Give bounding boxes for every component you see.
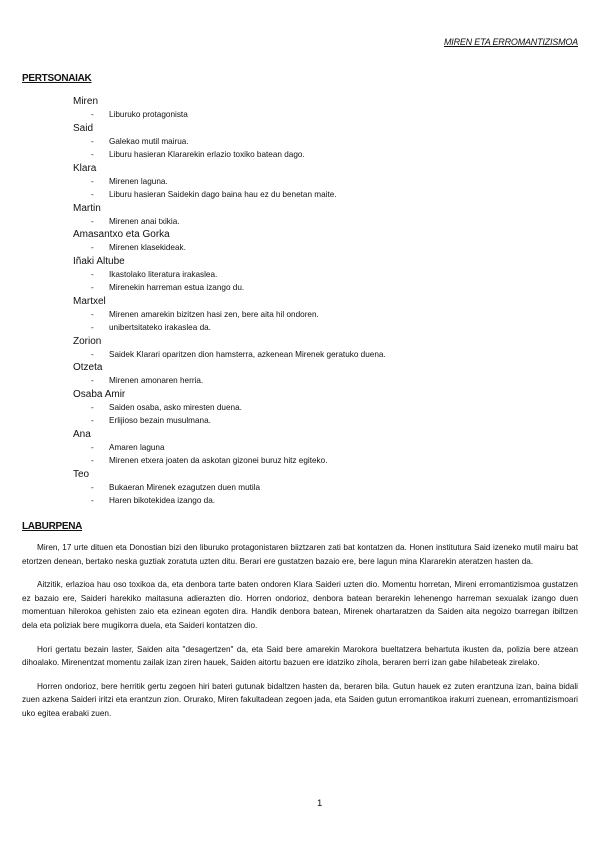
character-name: Miren (73, 96, 99, 107)
bullet-dash: - (91, 216, 94, 226)
trait-text: Mirenen etxera joaten da askotan gizonei buruz hitz egiteko. (109, 456, 328, 465)
bullet-dash: - (91, 309, 94, 319)
character-list (73, 95, 573, 508)
character-trait (73, 135, 573, 149)
trait-text: Ikastolako literatura irakaslea. (109, 269, 218, 279)
trait-text: Haren bikotekidea izango da. (109, 496, 216, 505)
character-name: Ana (73, 428, 91, 440)
character-trait (73, 241, 573, 255)
bullet-dash: - (91, 136, 94, 146)
character-trait (73, 175, 573, 189)
character-name: Klara (73, 162, 97, 174)
character-trait (73, 215, 573, 229)
bullet-dash: - (91, 416, 94, 425)
trait-text: Amaren laguna (109, 442, 165, 452)
bullet-dash: - (91, 376, 94, 385)
character-name: Said (73, 122, 94, 134)
summary-paragraph: Hori gertatu bezain laster, Saiden aita "desagertzen" da, eta Said bere amarekin Marokora bueltatzera behartuta ikusten da, polizia bere atzean dihoalako. Mirenentzat momentu zailak izan ziren hauek, Saiden aitortu bazuen ere idatziko ziholа, beraren berri izan gabe hilabeteak zirelako. (22, 644, 578, 668)
trait-text: Mirenen laguna. (109, 176, 168, 186)
bullet-dash: - (91, 190, 94, 199)
character-name: Osaba Amir (73, 388, 126, 400)
trait-text: Mirenen klasekideak. (109, 243, 186, 252)
trait-text: Bukaeran Mirenek ezagutzen duen mutila (109, 482, 261, 492)
bullet-dash: - (91, 283, 94, 292)
character-trait (73, 441, 573, 455)
summary-paragraph: Miren, 17 urte dituen eta Donostian bizi den liburuko protagonistaren biiztzaren zati bat kontatzen da. Honen institutura Said izeneko mutil mairu bat etortzen denean, bertako neska guztiak zoratuta uzten ditu. Berari ere gustatzen bazaio ere, bere lagun mina Klararekin ateratzen hasten da. (22, 543, 578, 566)
character-trait (73, 268, 573, 282)
character-trait (73, 348, 573, 362)
trait-text: Erlijioso bezain musulmana. (109, 416, 211, 425)
character-name: Martin (73, 202, 101, 214)
trait-text: Liburu hasieran Klararekin erlazio toxiko batean dago. (109, 150, 305, 159)
running-header: MIREN ETA ERROMANTIZISMOA (443, 37, 578, 47)
character-name: Amasantxo eta Gorka (73, 229, 170, 240)
bullet-dash: - (91, 496, 94, 505)
trait-text: Galekao mutil mairua. (109, 136, 189, 146)
trait-text: Mirenen amarekin bizitzen hasi zen, bere aita hil ondoren. (109, 309, 319, 319)
section-title-characters: PERTSONAIAK (22, 73, 92, 84)
bullet-dash: - (91, 482, 94, 492)
character-trait (73, 281, 573, 295)
character-trait (73, 308, 573, 322)
trait-text: Saiden osaba, asko miresten duena. (109, 402, 242, 412)
character-trait (73, 321, 573, 335)
character-trait (73, 188, 573, 202)
trait-text: Mirenen anai txikia. (109, 216, 180, 226)
trait-text: Mirenekin harreman estua izango du. (109, 283, 245, 292)
character-trait (73, 481, 573, 495)
bullet-dash: - (91, 349, 94, 359)
trait-text: Liburuko protagonista (109, 110, 188, 119)
bullet-dash: - (91, 402, 94, 412)
bullet-dash: - (91, 442, 94, 452)
character-trait (73, 148, 573, 162)
trait-text: Saidek Klarari oparitzen dion hamsterra, azkenean Mirenek geratuko duena. (109, 349, 386, 359)
bullet-dash: - (91, 323, 94, 332)
bullet-dash: - (91, 110, 94, 119)
character-trait (73, 414, 573, 428)
summary-paragraph: Horren ondorioz, bere herritik gertu zegoen hiri bateri gutunak bidaltzen hasten da, beraren bila. Gutun hauek ez zuten erantzuna izan, baina bidali zuen azkena Saideri iritzi eta erantzun zion. Orurako, Miren fakultadean zegoen jada, eta Saiden gutun erromantikoa irakurri zuenean, erromantizismoari uko egitea erabaki zuen. (22, 681, 578, 718)
character-name: Zorion (73, 335, 102, 347)
section-title-summary: LABURPENA (22, 521, 83, 532)
summary-paragraph: Aitzitik, erlazioa hau oso toxikoa da, eta denbora tarte baten ondoren Klara Saideri uzten dio. Momentu horretan, Mireni erromantizismoa gustatzen ez bazaio ere, Saideri harekiko maitasuna adierazten dio. Horren ondorioz, denbora batean berarekin lehenengo harreman sexualak izango duen momentuan hilerokoa gehisten zaio eta ezinean egoten dira. Handik denbora batean, Mirenek ohartaratzen da Saiden aita negoizo txarregan ibiltzen dela eta poliziak bere mugikorra duela, eta Saideri kontatzen dio. (22, 580, 578, 630)
page-number: 1 (317, 798, 323, 809)
character-name: Teo (73, 468, 90, 480)
character-trait (73, 494, 573, 508)
bullet-dash: - (91, 269, 94, 279)
trait-text: Mirenen amonaren herria. (109, 376, 204, 385)
bullet-dash: - (91, 176, 94, 186)
character-trait (73, 454, 573, 468)
summary-body (22, 541, 578, 731)
character-trait (73, 374, 573, 388)
character-trait (73, 401, 573, 415)
character-trait (73, 108, 573, 122)
trait-text: Liburu hasieran Saidekin dago baina hau ez du benetan maite. (109, 190, 337, 199)
trait-text: unibertsitateko irakaslea da. (109, 323, 211, 332)
bullet-dash: - (91, 243, 94, 252)
character-name: Iñaki Altube (73, 255, 125, 267)
bullet-dash: - (91, 456, 94, 465)
character-name: Otzeta (73, 362, 103, 373)
character-name: Martxel (73, 295, 106, 307)
bullet-dash: - (91, 150, 94, 159)
